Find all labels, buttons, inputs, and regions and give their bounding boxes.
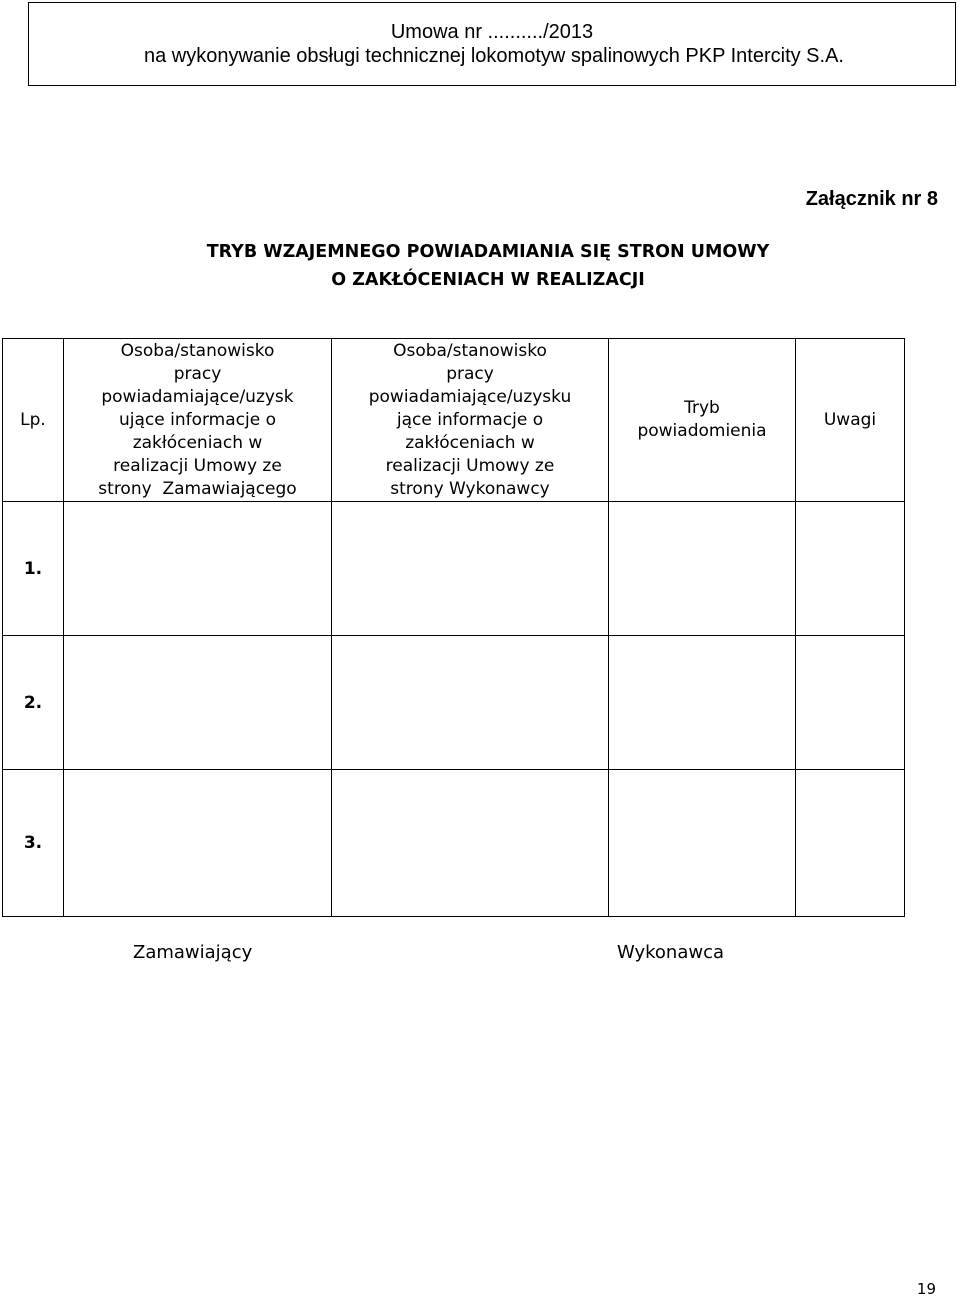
table-row xyxy=(3,502,905,636)
document-title-line-1: TRYB WZAJEMNEGO POWIADAMIANIA SIĘ STRON UMOWY xyxy=(206,242,770,262)
header-line: ujące informacje o xyxy=(118,409,276,430)
cell-remarks[interactable] xyxy=(796,636,905,770)
cell-remarks[interactable] xyxy=(796,770,905,917)
header-line: powiadomienia xyxy=(637,421,767,441)
row-number: 3. xyxy=(3,770,64,917)
header-line: realizacji Umowy ze xyxy=(113,455,282,476)
header-line: jące informacje o xyxy=(396,409,544,430)
signature-contractor: Wykonawca xyxy=(617,942,725,963)
contract-subject-line: na wykonywanie obsługi technicznej lokomotyw spalinowych PKP Intercity S.A. xyxy=(144,45,844,67)
annex-label: Załącznik nr 8 xyxy=(805,188,938,210)
cell-contractor-person[interactable] xyxy=(332,770,609,917)
header-line: powiadamiające/uzysku xyxy=(368,386,572,407)
signature-ordering-party: Zamawiający xyxy=(133,942,253,963)
header-ordering-party-person xyxy=(64,339,332,502)
header-line: zakłóceniach w xyxy=(132,432,263,453)
contract-number-line: Umowa nr ........../2013 xyxy=(390,21,594,43)
cell-ordering-party-person[interactable] xyxy=(64,770,332,917)
contract-header-box xyxy=(28,2,956,86)
cell-contractor-person[interactable] xyxy=(332,502,609,636)
header-line: strony Zamawiającego xyxy=(98,478,297,499)
document-title-line-2: O ZAKŁÓCENIACH W REALIZACJI xyxy=(331,270,645,290)
document-title xyxy=(0,238,960,294)
table-row xyxy=(3,770,905,917)
header-line: powiadamiające/uzysk xyxy=(101,386,294,407)
header-notification-mode xyxy=(609,339,796,502)
header-line: Osoba/stanowisko xyxy=(393,340,547,361)
header-line: Osoba/stanowisko xyxy=(120,340,275,361)
row-number: 2. xyxy=(3,636,64,770)
header-contractor-person xyxy=(332,339,609,502)
cell-notification-mode[interactable] xyxy=(609,770,796,917)
header-line: zakłóceniach w xyxy=(405,432,535,453)
header-line: pracy xyxy=(173,363,222,384)
header-remarks: Uwagi xyxy=(796,339,905,502)
notification-table xyxy=(2,338,905,917)
cell-notification-mode[interactable] xyxy=(609,502,796,636)
cell-remarks[interactable] xyxy=(796,502,905,636)
table-header-row xyxy=(3,339,905,502)
header-line: Tryb xyxy=(684,398,720,418)
page-number: 19 xyxy=(916,1280,936,1298)
header-line: strony Wykonawcy xyxy=(390,478,550,499)
cell-notification-mode[interactable] xyxy=(609,636,796,770)
cell-ordering-party-person[interactable] xyxy=(64,502,332,636)
header-lp: Lp. xyxy=(3,339,64,502)
header-line: pracy xyxy=(446,363,494,384)
cell-ordering-party-person[interactable] xyxy=(64,636,332,770)
header-line: realizacji Umowy ze xyxy=(385,455,555,476)
table-row xyxy=(3,636,905,770)
row-number: 1. xyxy=(3,502,64,636)
cell-contractor-person[interactable] xyxy=(332,636,609,770)
